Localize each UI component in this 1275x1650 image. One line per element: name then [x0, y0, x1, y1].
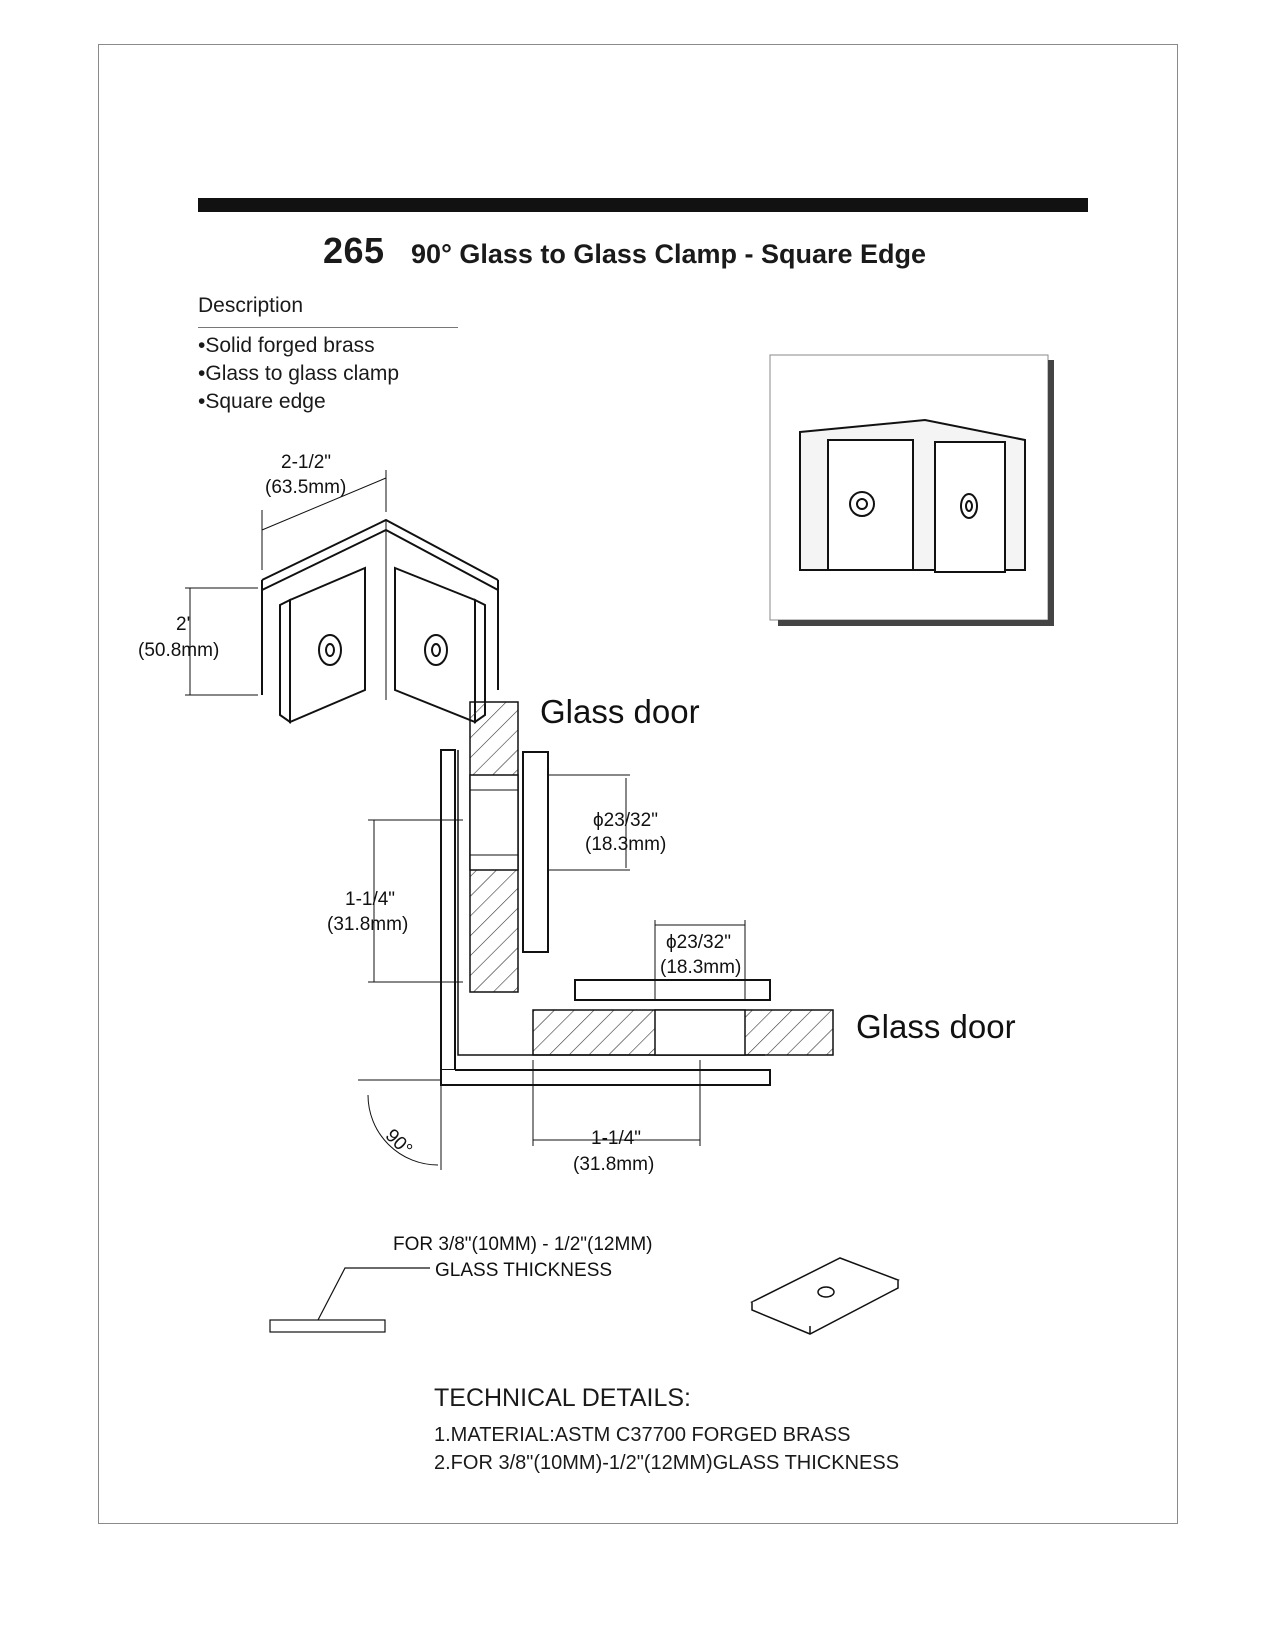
technical-detail-thickness: 2.FOR 3/8"(10MM)-1/2"(12MM)GLASS THICKNESS	[434, 1452, 900, 1474]
product-photo	[770, 355, 1054, 626]
hole-diameter-mm-2: (18.3mm)	[660, 957, 742, 978]
description-item: • Square edge	[198, 388, 399, 416]
height-mm-label: (50.8mm)	[138, 640, 220, 661]
product-title: 90° Glass to Glass Clamp - Square Edge	[411, 239, 927, 269]
width-inch-label: 2-1/2"	[281, 452, 332, 473]
glass-thickness-line2: GLASS THICKNESS	[435, 1260, 613, 1281]
gasket-pad-drawing	[752, 1258, 898, 1334]
vertical-offset-mm: (31.8mm)	[327, 914, 409, 935]
technical-details-heading: TECHNICAL DETAILS:	[434, 1384, 691, 1412]
height-inch-label: 2'	[176, 614, 191, 635]
description-heading: Description	[198, 294, 304, 317]
technical-detail-material: 1.MATERIAL:ASTM C37700 FORGED BRASS	[434, 1424, 851, 1446]
glass-thickness-callout	[270, 1268, 430, 1332]
description-item: • Glass to glass clamp	[198, 360, 399, 388]
horizontal-offset-mm: (31.8mm)	[573, 1154, 655, 1175]
width-mm-label: (63.5mm)	[265, 477, 347, 498]
hole-diameter-mm: (18.3mm)	[585, 834, 667, 855]
glass-door-label-top: Glass door	[540, 693, 700, 730]
horizontal-offset-inch: 1-1/4"	[591, 1128, 642, 1149]
glass-thickness-line1: FOR 3/8"(10MM) - 1/2"(12MM)	[393, 1234, 653, 1255]
vertical-offset-inch: 1-1/4"	[345, 889, 396, 910]
hole-diameter-inch-2: ϕ23/32"	[666, 932, 731, 953]
model-number: 265	[323, 230, 385, 271]
glass-door-label-right: Glass door	[856, 1008, 1016, 1045]
hole-diameter-inch: ϕ23/32"	[593, 810, 658, 831]
description-item: • Solid forged brass	[198, 332, 399, 360]
clamp-isometric-drawing	[185, 470, 498, 722]
section-drawing	[358, 702, 833, 1170]
angle-label: 90°	[380, 1125, 417, 1161]
